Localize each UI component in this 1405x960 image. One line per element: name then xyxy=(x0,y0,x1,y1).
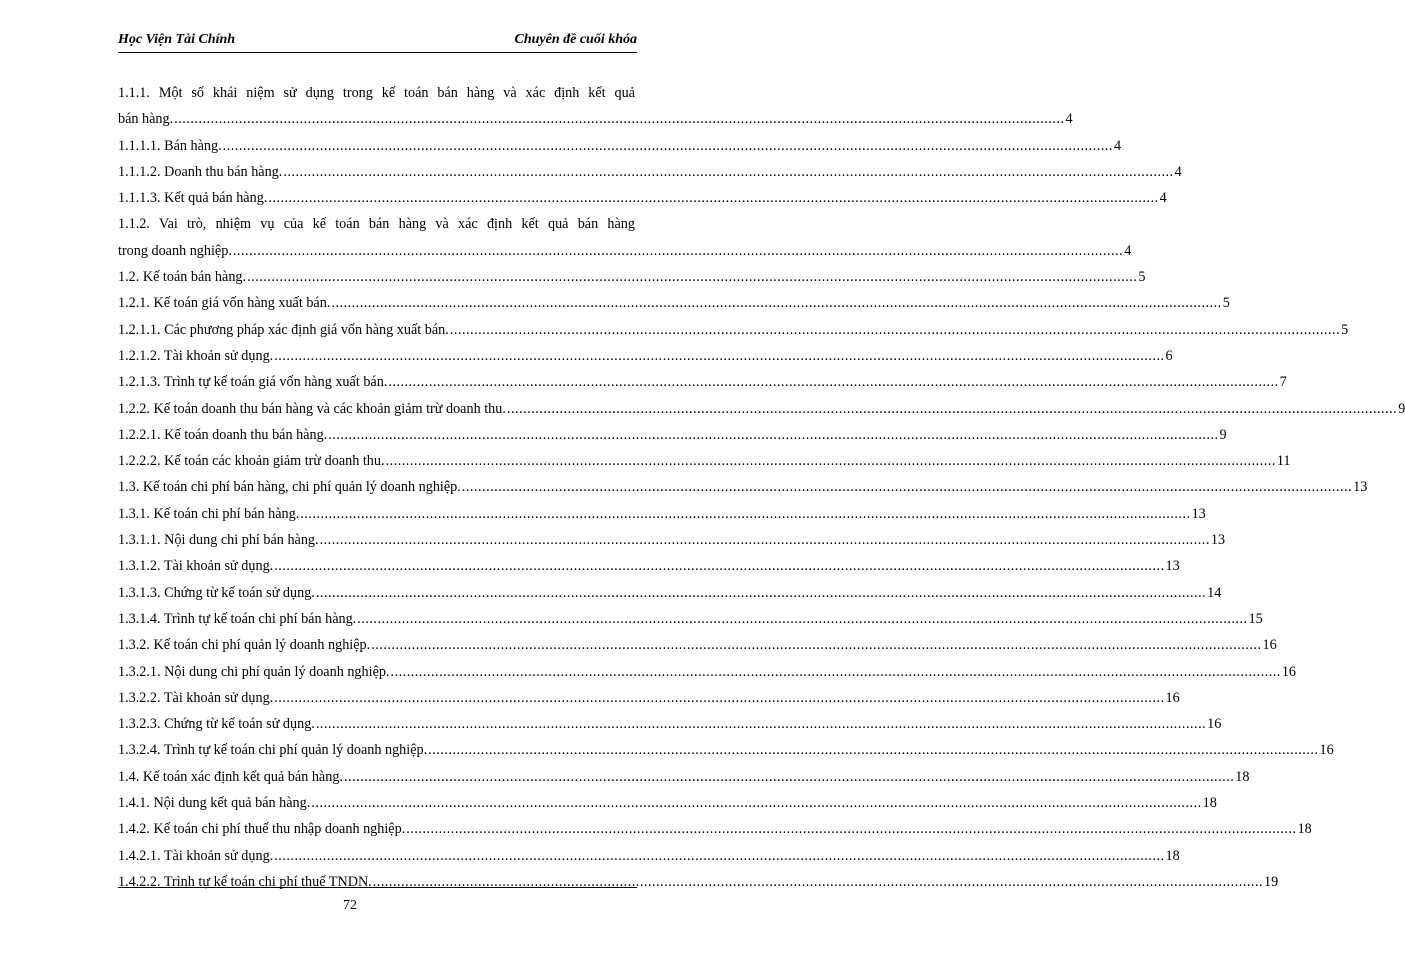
toc-entry xyxy=(118,737,1334,763)
page-number: 72 xyxy=(343,898,357,913)
toc-leader-dots: ............................................................................................................................................................................................................................ xyxy=(311,795,1202,812)
toc-entry xyxy=(118,606,1263,632)
toc-entry-title: 1.3.2. Kế toán chi phí quản lý doanh nghiệp. xyxy=(118,637,371,654)
toc-entry-page: 11 xyxy=(1276,453,1291,470)
toc-entry-page: 6 xyxy=(1165,347,1173,364)
toc-leader-dots: ............................................................................................................................................................................................................................ xyxy=(319,532,1210,549)
toc-entry xyxy=(118,185,1167,211)
toc-leader-dots: ............................................................................................................................................................................................................................ xyxy=(283,163,1174,180)
toc-entry xyxy=(118,790,1217,816)
toc-entry-title: 1.4.2.2. Trình tự kế toán chi phí thuế TNDN. xyxy=(118,873,372,890)
toc-leader-dots: ............................................................................................................................................................................................................................ xyxy=(371,637,1262,654)
header-divider xyxy=(118,52,637,53)
toc-leader-dots: ............................................................................................................................................................................................................................ xyxy=(357,610,1248,627)
toc-entry-page: 9 xyxy=(1398,400,1405,417)
toc-leader-dots: ............................................................................................................................................................................................................................ xyxy=(385,453,1276,470)
toc-entry xyxy=(118,843,1180,869)
toc-entry xyxy=(118,553,1180,579)
toc-entry-page: 19 xyxy=(1264,873,1279,890)
toc-leader-dots: ............................................................................................................................................................................................................................ xyxy=(268,190,1159,207)
toc-leader-dots: ............................................................................................................................................................................................................................ xyxy=(222,137,1113,154)
toc-entry xyxy=(118,343,1173,369)
toc-leader-dots: ............................................................................................................................................................................................................................ xyxy=(274,558,1165,575)
toc-entry-title: 1.3. Kế toán chi phí bán hàng, chi phí quản lý doanh nghiệp. xyxy=(118,479,461,496)
toc-leader-dots: ............................................................................................................................................................................................................................ xyxy=(274,689,1165,706)
toc-leader-dots: ............................................................................................................................................................................................................................ xyxy=(506,400,1398,417)
toc-entry-title: 1.4.2.1. Tài khoản sử dụng. xyxy=(118,847,274,864)
toc-entry xyxy=(118,764,1250,790)
toc-entry-page: 18 xyxy=(1165,847,1180,864)
toc-entry-page: 4 xyxy=(1065,111,1073,128)
toc-entry-title: 1.4. Kế toán xác định kết quả bán hàng. xyxy=(118,768,343,785)
toc-entry-page: 15 xyxy=(1248,610,1263,627)
toc-entry-title: 1.1.2. Vai trò, nhiệm vụ của kế toán bán hàng và xác định kết quả bán hàng xyxy=(118,216,635,233)
toc-entry-title: 1.3.1.2. Tài khoản sử dụng. xyxy=(118,558,274,575)
toc-leader-dots: ............................................................................................................................................................................................................................ xyxy=(372,873,1264,890)
header-institution: Học Viện Tài Chính xyxy=(118,32,236,47)
header-document-type: Chuyên đề cuối khóa xyxy=(514,32,637,47)
toc-entry-page: 16 xyxy=(1165,689,1180,706)
toc-entry-title: 1.3.2.4. Trình tự kế toán chi phí quản lý doanh nghiệp. xyxy=(118,742,428,759)
toc-entry-title: 1.3.2.1. Nội dung chi phí quản lý doanh nghiệp. xyxy=(118,663,390,680)
toc-entry xyxy=(118,580,1222,606)
toc-entry xyxy=(118,396,1405,422)
toc-entry-title: 1.4.2. Kế toán chi phí thuế thu nhập doanh nghiệp. xyxy=(118,821,406,838)
toc-leader-dots: ............................................................................................................................................................................................................................ xyxy=(300,505,1191,522)
toc-entry-page: 16 xyxy=(1207,716,1222,733)
toc-entry-page: 16 xyxy=(1281,663,1297,680)
toc-entry-title: 1.2.2.2. Kế toán các khoản giảm trừ doanh thu. xyxy=(118,453,385,470)
toc-entry-title: 1.1.1.3. Kết quả bán hàng. xyxy=(118,190,268,207)
toc-leader-dots: ............................................................................................................................................................................................................................ xyxy=(315,584,1207,601)
toc-entry-page: 14 xyxy=(1207,584,1222,601)
toc-leader-dots: ............................................................................................................................................................................................................................ xyxy=(174,111,1065,128)
table-of-contents xyxy=(118,80,1405,895)
toc-entry xyxy=(118,422,1227,448)
toc-entry-title: 1.2. Kế toán bán hàng. xyxy=(118,269,247,286)
toc-leader-dots: ............................................................................................................................................................................................................................ xyxy=(388,374,1279,391)
toc-entry xyxy=(118,659,1297,685)
toc-leader-dots: ............................................................................................................................................................................................................................ xyxy=(247,269,1138,286)
toc-leader-dots: ............................................................................................................................................................................................................................ xyxy=(331,295,1222,312)
toc-entry-page: 18 xyxy=(1202,795,1217,812)
toc-entry-page: 13 xyxy=(1210,532,1226,549)
toc-entry-page: 7 xyxy=(1279,374,1287,391)
toc-entry-page: 4 xyxy=(1124,242,1132,259)
toc-leader-dots: ............................................................................................................................................................................................................................ xyxy=(428,742,1319,759)
toc-entry-page: 5 xyxy=(1138,269,1146,286)
toc-entry-title: 1.2.2.1. Kế toán doanh thu bán hàng. xyxy=(118,426,328,443)
toc-entry-page: 13 xyxy=(1353,479,1368,496)
toc-entry xyxy=(118,159,1182,185)
toc-entry-page: 9 xyxy=(1219,426,1227,443)
toc-entry-title: 1.1.1.1. Bán hàng. xyxy=(118,137,222,154)
toc-leader-dots: ............................................................................................................................................................................................................................ xyxy=(315,716,1207,733)
toc-entry-title: 1.2.1. Kế toán giá vốn hàng xuất bán. xyxy=(118,295,331,312)
toc-entry xyxy=(118,869,1279,895)
toc-entry-page: 13 xyxy=(1165,558,1180,575)
toc-entry-title: 1.3.2.2. Tài khoản sử dụng. xyxy=(118,689,274,706)
toc-entry xyxy=(118,80,1073,133)
toc-entry-title: 1.3.2.3. Chứng từ kế toán sử dụng. xyxy=(118,716,315,733)
toc-leader-dots: ............................................................................................................................................................................................................................ xyxy=(449,321,1341,338)
toc-entry xyxy=(118,711,1222,737)
toc-leader-dots: ............................................................................................................................................................................................................................ xyxy=(406,821,1297,838)
toc-entry-title: 1.1.1.2. Doanh thu bán hàng. xyxy=(118,163,283,180)
toc-leader-dots: ............................................................................................................................................................................................................................ xyxy=(343,768,1235,785)
toc-entry-title: 1.4.1. Nội dung kết quả bán hàng. xyxy=(118,795,311,812)
toc-entry-page: 4 xyxy=(1113,137,1122,154)
toc-entry-title: 1.2.1.3. Trình tự kế toán giá vốn hàng xuất bán. xyxy=(118,374,388,391)
toc-entry-title: 1.2.1.2. Tài khoản sử dụng. xyxy=(118,347,274,364)
toc-entry-page: 5 xyxy=(1341,321,1349,338)
toc-leader-dots: ............................................................................................................................................................................................................................ xyxy=(274,847,1165,864)
toc-entry-page: 18 xyxy=(1235,768,1250,785)
toc-entry-title: 1.2.1.1. Các phương pháp xác định giá vốn hàng xuất bán. xyxy=(118,321,449,338)
toc-entry xyxy=(118,317,1349,343)
toc-leader-dots: ............................................................................................................................................................................................................................ xyxy=(461,479,1353,496)
toc-entry xyxy=(118,501,1206,527)
toc-entry-page: 18 xyxy=(1297,821,1312,838)
toc-entry-page: 4 xyxy=(1174,163,1182,180)
toc-entry xyxy=(118,527,1226,553)
toc-entry xyxy=(118,632,1277,658)
toc-entry-title: 1.1.1. Một số khái niệm sử dụng trong kế toán bán hàng và xác định kết quả xyxy=(118,85,635,101)
toc-entry xyxy=(118,448,1291,474)
toc-entry-title: bán hàng. xyxy=(118,111,174,128)
footer-divider xyxy=(118,887,637,888)
toc-entry xyxy=(118,133,1122,159)
toc-entry-title: trong doanh nghiệp. xyxy=(118,242,232,259)
toc-entry xyxy=(118,211,1132,264)
toc-entry-title: 1.3.1.4. Trình tự kế toán chi phí bán hàng. xyxy=(118,610,357,627)
toc-entry-title: 1.3.1.1. Nội dung chi phí bán hàng. xyxy=(118,532,319,549)
toc-entry xyxy=(118,816,1312,842)
page-header xyxy=(118,30,637,52)
toc-entry-page: 13 xyxy=(1191,505,1206,522)
toc-entry-page: 16 xyxy=(1319,742,1334,759)
toc-entry-page: 16 xyxy=(1262,637,1277,654)
toc-entry xyxy=(118,474,1368,500)
toc-entry-title: 1.2.2. Kế toán doanh thu bán hàng và các khoản giảm trừ doanh thu. xyxy=(118,400,506,417)
toc-entry xyxy=(118,290,1230,316)
toc-entry-page: 5 xyxy=(1222,295,1230,312)
toc-entry xyxy=(118,369,1287,395)
toc-entry-title: 1.3.1. Kế toán chi phí bán hàng. xyxy=(118,505,300,522)
toc-leader-dots: ............................................................................................................................................................................................................................ xyxy=(232,242,1124,259)
toc-leader-dots: ............................................................................................................................................................................................................................ xyxy=(328,426,1219,443)
toc-entry-page: 4 xyxy=(1159,190,1167,207)
toc-leader-dots: ............................................................................................................................................................................................................................ xyxy=(390,663,1281,680)
toc-entry-title: 1.3.1.3. Chứng từ kế toán sử dụng. xyxy=(118,584,315,601)
toc-entry xyxy=(118,685,1180,711)
toc-entry xyxy=(118,264,1146,290)
toc-leader-dots: ............................................................................................................................................................................................................................ xyxy=(274,347,1165,364)
